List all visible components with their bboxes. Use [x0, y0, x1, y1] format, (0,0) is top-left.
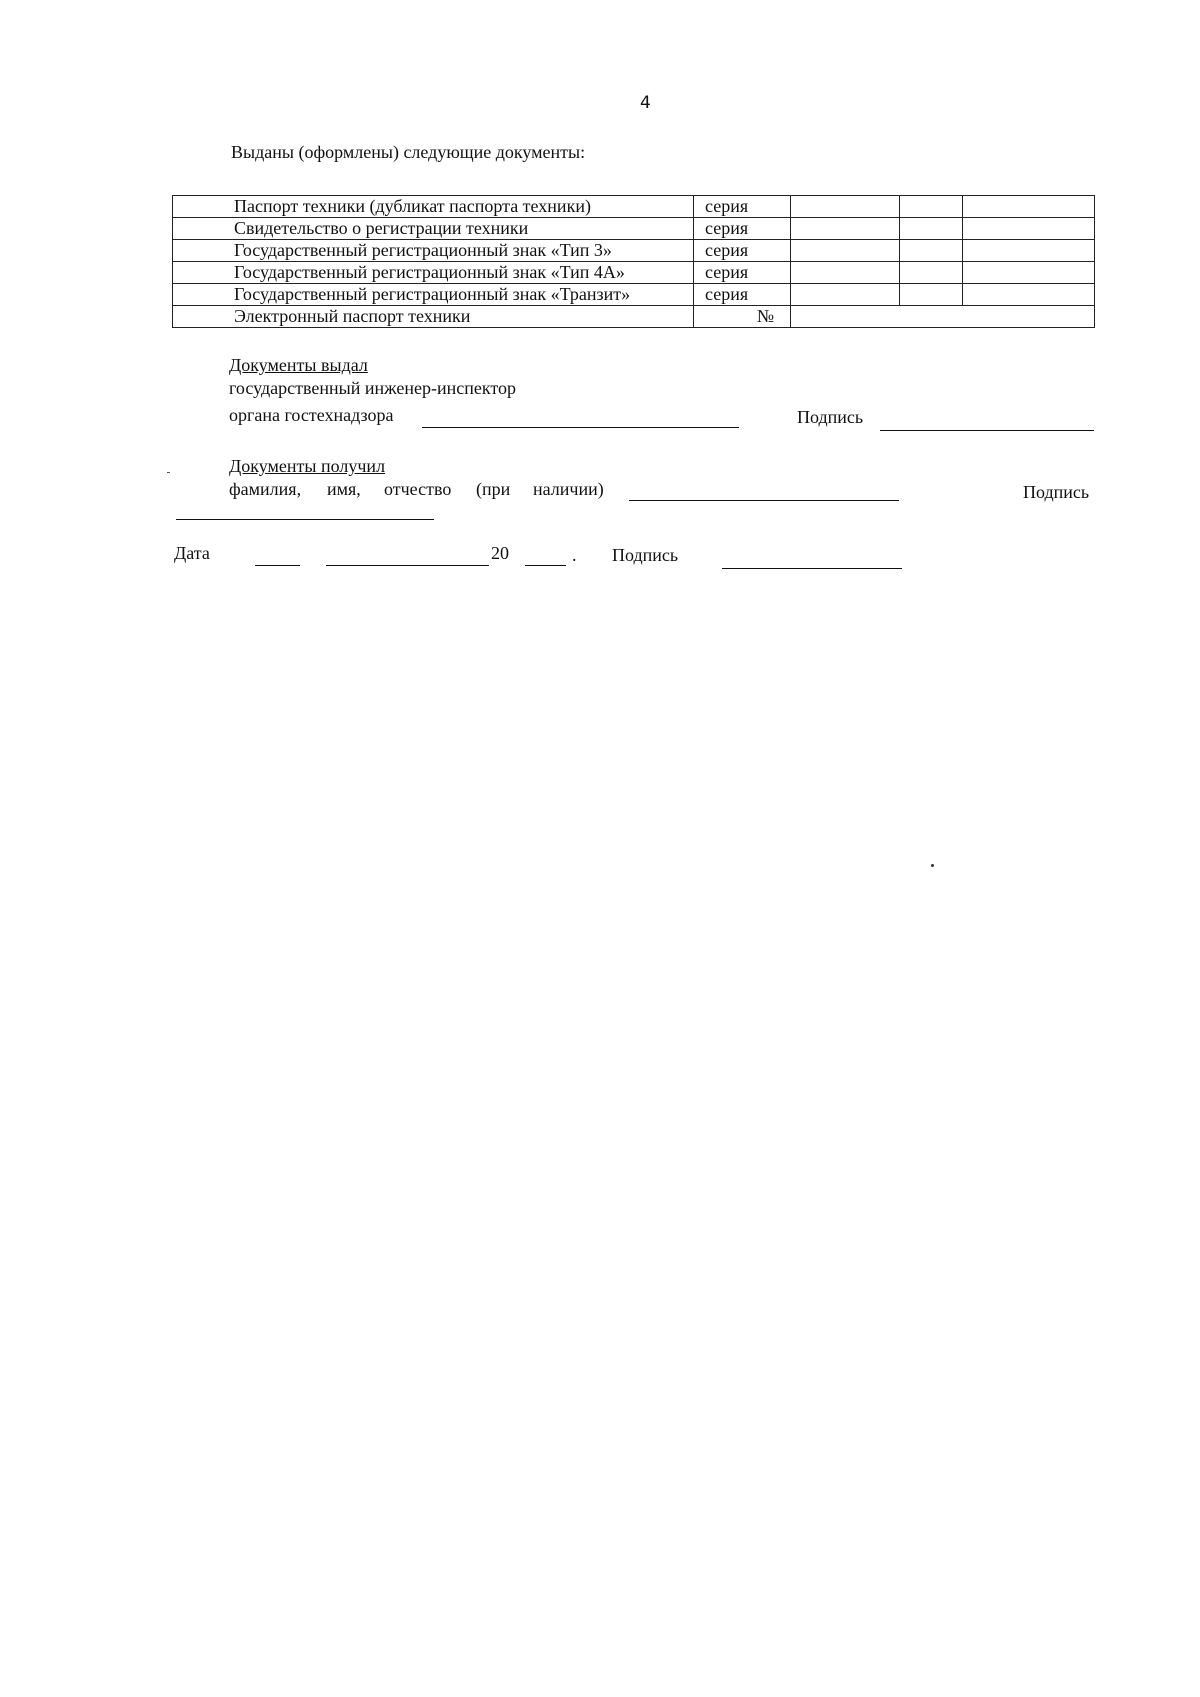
date-signature-label: Подпись	[612, 545, 679, 565]
documents-table	[172, 195, 1095, 328]
date-label: Дата	[174, 543, 210, 563]
series-label: серия	[694, 284, 791, 306]
document-name: Государственный регистрационный знак «Транзит»	[173, 284, 694, 306]
document-name: Паспорт техники (дубликат паспорта техники)	[173, 196, 694, 218]
scan-speck	[931, 864, 934, 867]
month-line[interactable]	[326, 565, 489, 566]
intro-text: Выданы (оформлены) следующие документы:	[231, 142, 586, 162]
fio-word: наличии)	[533, 479, 604, 499]
issued-signature-label: Подпись	[797, 407, 864, 427]
extra-field[interactable]	[963, 196, 1095, 218]
number-field[interactable]	[900, 196, 963, 218]
issued-name-line[interactable]	[422, 427, 739, 428]
date-signature-line[interactable]	[722, 568, 902, 569]
series-label: серия	[694, 218, 791, 240]
extra-field[interactable]	[963, 262, 1095, 284]
fio-word: фамилия,	[229, 479, 302, 499]
issued-role-line1: государственный инженер-инспектор	[229, 378, 516, 398]
received-heading: Документы получил	[229, 456, 386, 476]
series-field[interactable]	[791, 284, 900, 306]
page-number: 4	[640, 93, 651, 113]
date-dot: .	[572, 545, 577, 565]
document-name: Электронный паспорт техники	[173, 306, 694, 328]
series-field[interactable]	[791, 218, 900, 240]
number-field[interactable]	[791, 306, 1095, 328]
day-line[interactable]	[255, 565, 300, 566]
table-row	[173, 218, 1095, 240]
document-name: Государственный регистрационный знак «Тип 4А»	[173, 262, 694, 284]
document-name: Государственный регистрационный знак «Тип 3»	[173, 240, 694, 262]
series-label: серия	[694, 240, 791, 262]
number-field[interactable]	[900, 218, 963, 240]
scan-speck	[167, 472, 170, 473]
extra-field[interactable]	[963, 218, 1095, 240]
series-field[interactable]	[791, 240, 900, 262]
series-label: серия	[694, 262, 791, 284]
number-label: №	[694, 306, 791, 328]
extra-field[interactable]	[963, 240, 1095, 262]
year-prefix: 20	[491, 543, 509, 563]
fio-word: отчество	[384, 479, 452, 499]
issued-heading: Документы выдал	[229, 355, 368, 375]
table-row	[173, 240, 1095, 262]
received-signature-line[interactable]	[176, 519, 434, 520]
number-field[interactable]	[900, 240, 963, 262]
series-field[interactable]	[791, 196, 900, 218]
year-line[interactable]	[525, 565, 566, 566]
series-label: серия	[694, 196, 791, 218]
fio-word: имя,	[327, 479, 361, 499]
number-field[interactable]	[900, 284, 963, 306]
table-row	[173, 262, 1095, 284]
table-row	[173, 306, 1095, 328]
fio-line[interactable]	[629, 500, 899, 501]
issued-signature-line[interactable]	[880, 430, 1094, 431]
document-name: Свидетельство о регистрации техники	[173, 218, 694, 240]
extra-field[interactable]	[963, 284, 1095, 306]
series-field[interactable]	[791, 262, 900, 284]
fio-word: (при	[476, 479, 511, 499]
table-row	[173, 284, 1095, 306]
table-row	[173, 196, 1095, 218]
issued-role-line2: органа гостехнадзора	[229, 405, 394, 425]
number-field[interactable]	[900, 262, 963, 284]
received-signature-label: Подпись	[1023, 482, 1090, 502]
